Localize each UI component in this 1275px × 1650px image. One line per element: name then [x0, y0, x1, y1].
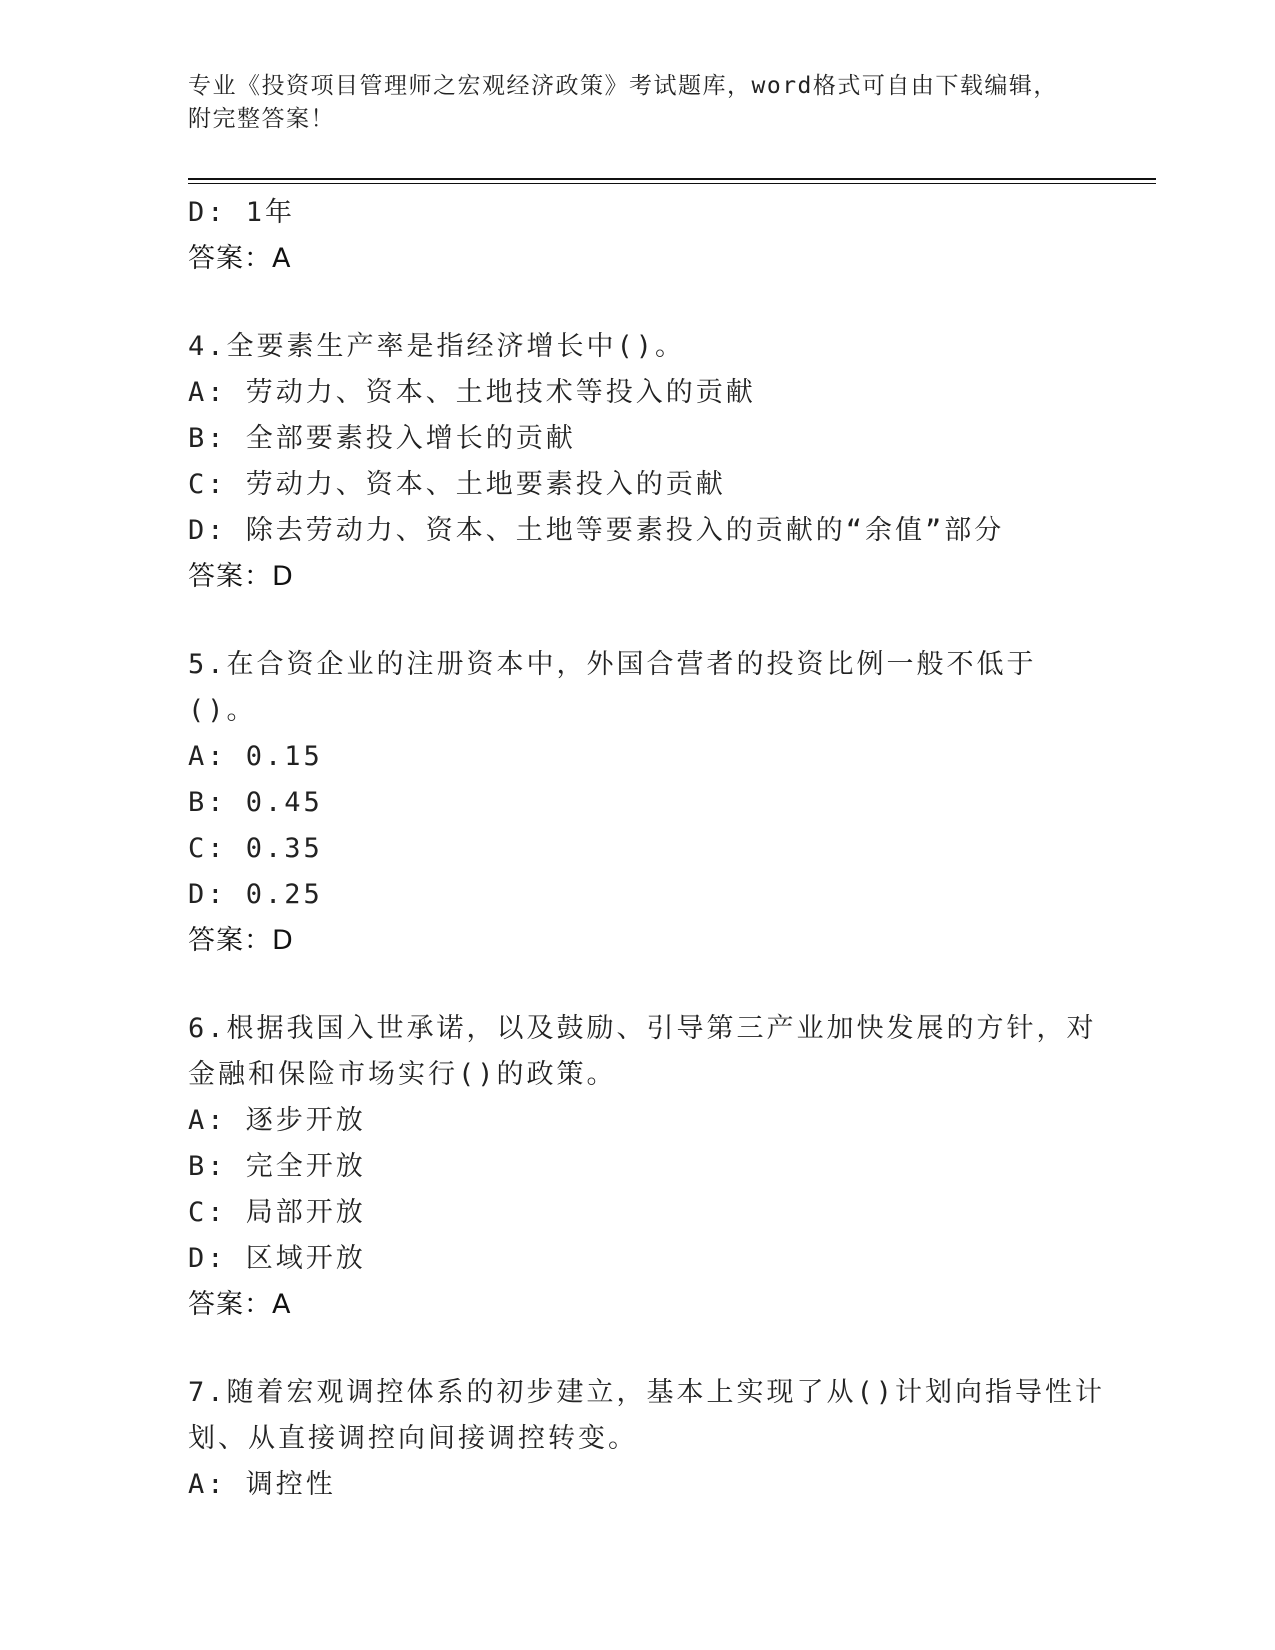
question-stem-line1: 6.根据我国入世承诺，以及鼓励、引导第三产业加快发展的方针，对 [188, 1013, 1097, 1044]
header-divider-thin [188, 183, 1156, 184]
question-stem: 5.在合资企业的注册资本中，外国合营者的投资比例一般不低于()。 [188, 649, 1037, 726]
option-b: B: 完全开放 [188, 1151, 366, 1182]
option-a: A: 劳动力、资本、土地技术等投入的贡献 [188, 377, 756, 408]
previous-answer: 答案：A [188, 243, 292, 274]
question-stem: 4.全要素生产率是指经济增长中()。 [188, 331, 686, 362]
question-stem-line1: 7.随着宏观调控体系的初步建立，基本上实现了从()计划向指导性计 [188, 1377, 1106, 1408]
question-list [188, 190, 1106, 1508]
question-4 [188, 324, 1088, 600]
document-header [188, 70, 1078, 136]
option-d: D: 区域开放 [188, 1243, 366, 1274]
option-d: D: 0.25 [188, 879, 323, 910]
answer: 答案：D [188, 561, 294, 592]
question-7 [188, 1370, 1106, 1508]
option-b: B: 0.45 [188, 787, 323, 818]
option-a: A: 逐步开放 [188, 1105, 366, 1136]
option-b: B: 全部要素投入增长的贡献 [188, 423, 576, 454]
header-title-line1: 专业《投资项目管理师之宏观经济政策》考试题库，word格式可自由下载编辑， [188, 73, 1058, 99]
option-a: A: 0.15 [188, 741, 323, 772]
option-c: C: 局部开放 [188, 1197, 366, 1228]
header-title-line2: 附完整答案！ [188, 106, 335, 132]
answer: 答案：A [188, 1289, 292, 1320]
option-a: A: 调控性 [188, 1469, 336, 1500]
option-c: C: 劳动力、资本、土地要素投入的贡献 [188, 469, 726, 500]
question-6 [188, 1006, 1097, 1328]
answer: 答案：D [188, 925, 294, 956]
question-5 [188, 642, 1088, 964]
header-divider-thick [188, 178, 1156, 180]
option-d: D: 除去劳动力、资本、土地等要素投入的贡献的“余值”部分 [188, 515, 1005, 546]
question-stem-line2: 划、从直接调控向间接调控转变。 [188, 1423, 638, 1454]
option-c: C: 0.35 [188, 833, 323, 864]
previous-option-d: D: 1年 [188, 197, 296, 228]
question-stem-line2: 金融和保险市场实行()的政策。 [188, 1059, 617, 1090]
